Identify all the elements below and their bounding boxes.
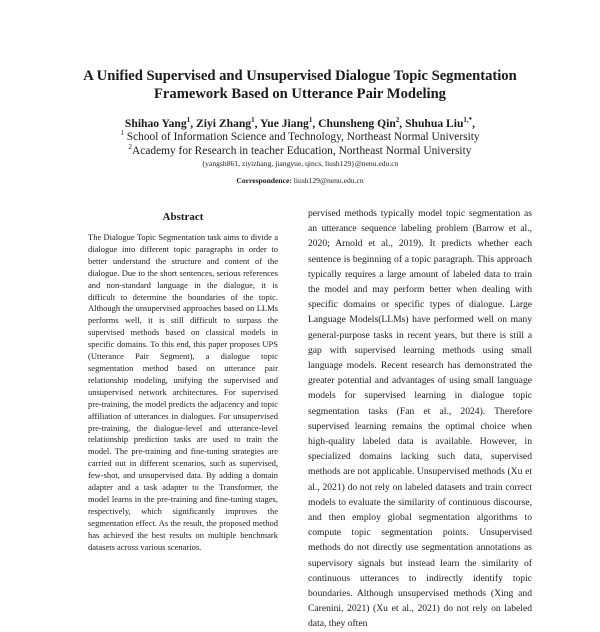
author-name: Shihao Yang <box>124 117 187 130</box>
affiliation-mark: 2 <box>128 143 133 152</box>
author-name: Yue Jiang <box>259 117 309 130</box>
author-name: Shuhua Liu <box>405 117 464 130</box>
affiliation-1 <box>40 130 560 144</box>
author-list: Shihao Yang$^1$, Ziyi Zhang$^1$, Yue Jiang$^1$, Chunsheng Qin$^2$, Shuhua Liu$^{1,*}$, <box>124 116 476 130</box>
affiliation-2 <box>40 144 560 158</box>
paper-title <box>40 67 560 103</box>
author-mark: 1,* <box>463 116 473 125</box>
author-name: Ziyi Zhang <box>195 117 252 130</box>
correspondence-line <box>40 176 560 186</box>
body-text-column: pervised methods typically model topic segmentation as an utterance sequence labeling problem (Barrow et al., 2020; Arnold et al., 2019). It predicts whether each sentence is beginning of a topic paragraph. This approach typically requires a large amount of labeled data to train the model and may perform better when dealing with specific domains or specific types of dialogue. Large Language Models(LLMs) have performed well on many general-purpose tasks in recent years, but there is still a gap with supervised learning methods using small language models. Recent research has demonstrated the greater potential and advantages of using small language models for supervised learning in dialogue topic segmentation tasks (Fan et al., 2024). Therefore supervised learning remains the optimal choice when high-quality labeled data is available. However, in specialized domains lacking such data, supervised methods are not applicable. Unsupervised methods (Xu et al., 2021) do not rely on labeled datasets and train correct models to evaluate the similarity of continuous discourse, and then employ global segmentation algorithms to compute topic segmentation points. Unsupervised methods do not directly use segmentation annotations as supervisory signals but instead learn the similarity of continuous utterances to indirectly identify topic boundaries. Although unsupervised methods (Xing and Carenini, 2021) (Xu et al., 2021) do not rely on labeled data, they often <box>308 208 532 630</box>
affiliation-text: School of Information Science and Technology, Northeast Normal University <box>126 131 480 143</box>
correspondence-email: liush129@nenu.edu.cn <box>293 176 364 185</box>
author-emails: {yangsh861, ziyizhang, jiangyue, qincs, liush129}@nenu.edu.cn <box>201 159 399 168</box>
author-name: Chunsheng Qin <box>318 117 396 130</box>
affiliation-mark: 1 <box>120 129 124 138</box>
affiliation-text: Academy for Research in teacher Education, Northeast Normal University <box>132 145 472 157</box>
author-mark: 2 <box>395 116 400 125</box>
title-line-2: Framework Based on Utterance Pair Modeling <box>154 86 446 102</box>
author-mark: 1 <box>186 116 191 125</box>
abstract-heading: Abstract <box>162 211 204 223</box>
author-mark: 1 <box>251 116 255 125</box>
correspondence-label: Correspondence: <box>236 176 292 185</box>
title-line-1: A Unified Supervised and Unsupervised Dialogue Topic Segmentation <box>83 68 517 84</box>
author-mark: 1 <box>308 116 313 125</box>
abstract-text: The Dialogue Topic Segmentation task aims to divide a dialogue into different topic paragraphs in order to better understand the structure and content of the dialogue. Due to the short sentences, serious references and non-standard language in the dialogue, it is difficult to determine the boundaries of the topic. Although the unsupervised approaches based on LLMs performs well, it is still difficult to surpass the supervised methods based on classical models in specific domains. To this end, this paper proposes UPS (Utterance Pair Segment), a dialogue topic segmentation method based on utterance pair relationship modeling, unifying the supervised and unsupervised network architectures. For supervised pre-training, the model predicts the adjacency and topic affiliation of utterances in dialogues. For unsupervised pre-training, the dialogue-level and utterance-level relationship prediction tasks are used to train the model. The pre-training and fine-tuning strategies are carried out in different scenarios, such as supervised, few-shot, and unsupervised data. By adding a domain adapter and a task adapter to the Transformer, the model learns in the pre-training and fine-tuning stages, respectively, which significantly improves the segmentation effect. As the result, the proposed method has achieved the best results on multiple benchmark datasets across various scenarios. <box>88 232 278 552</box>
